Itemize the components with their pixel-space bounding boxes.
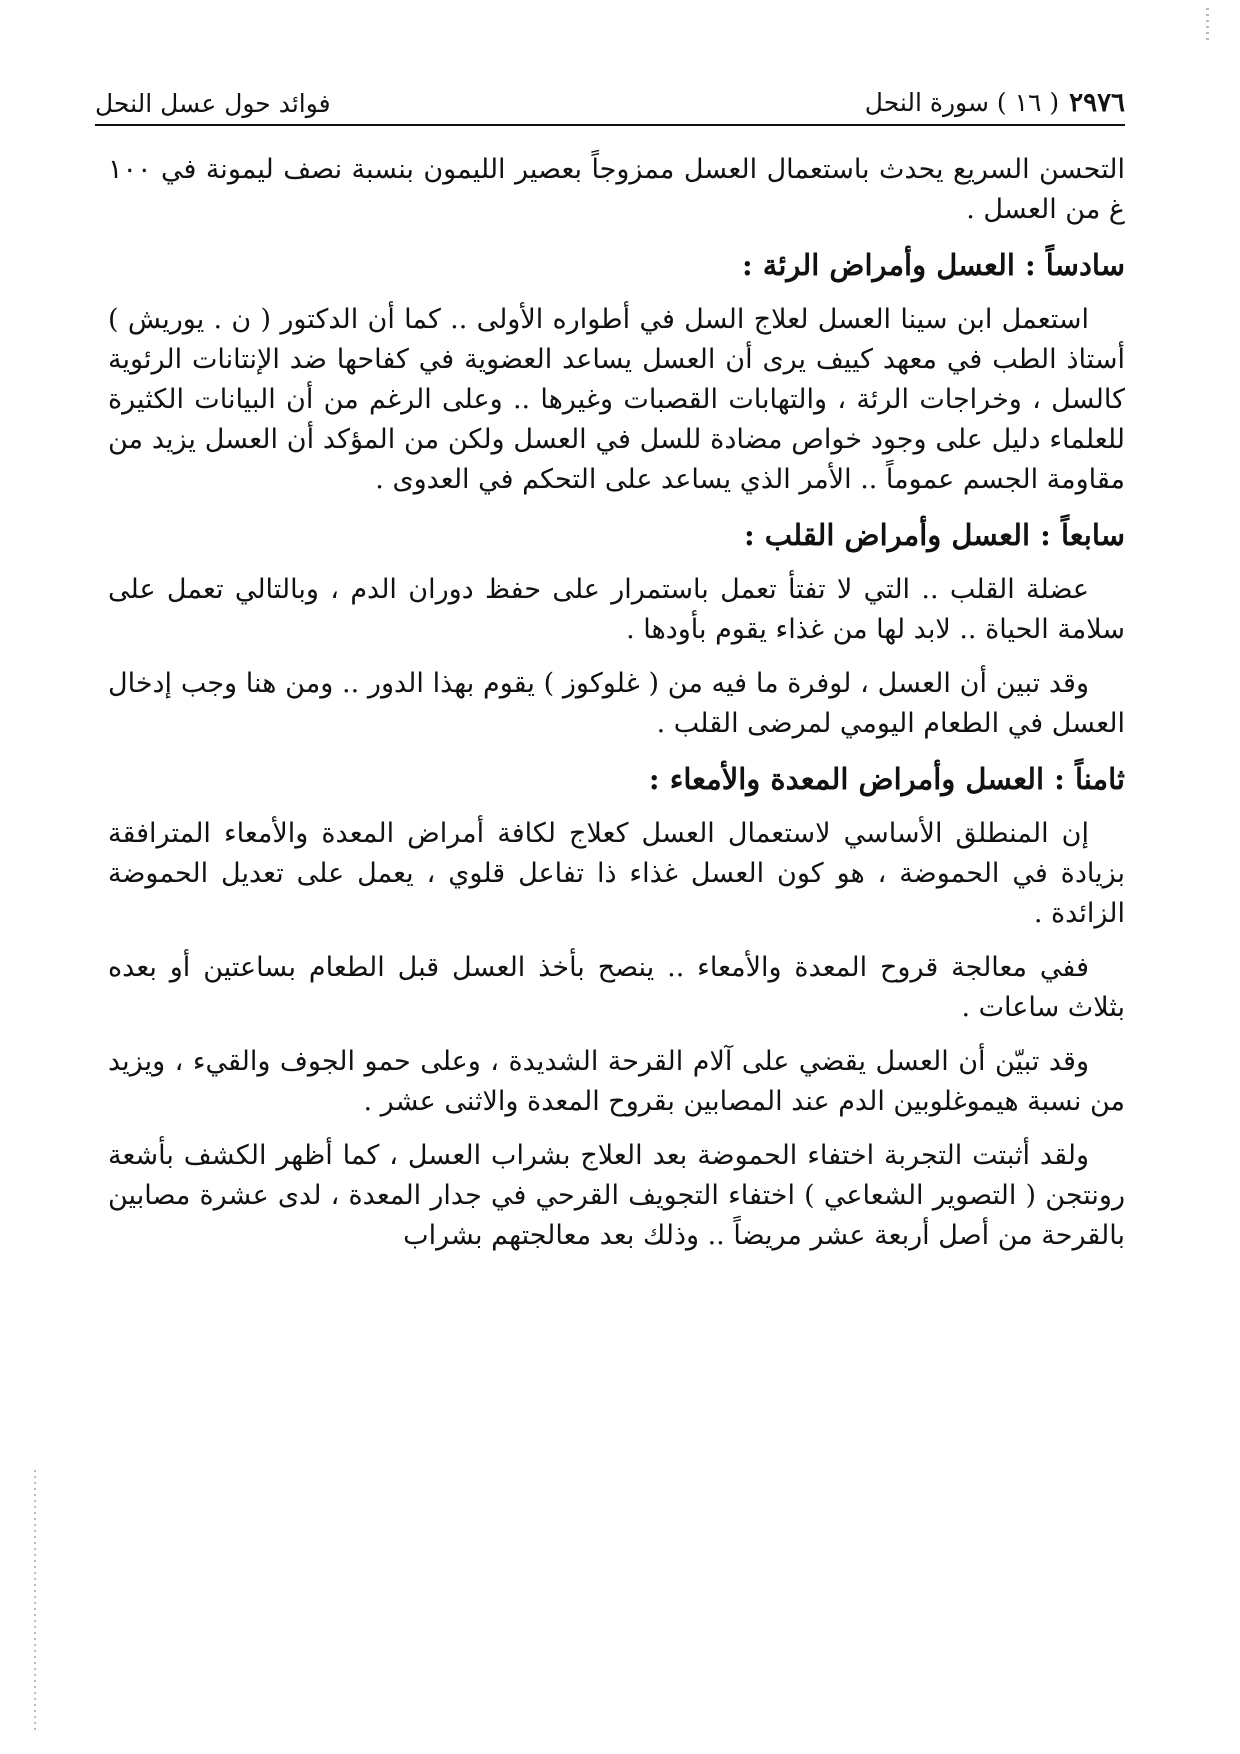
scan-edge-mark-top-left [1206,8,1209,42]
section-heading-7: سابعاً : العسل وأمراض القلب : [744,518,1125,552]
paragraph-0: التحسن السريع يحدث باستعمال العسل ممزوجاً بعصير الليمون بنسبة نصف ليمونة في ١٠٠ غ من العسل . [108,154,1125,225]
header-divider [95,124,1125,126]
body-text [108,150,1125,1270]
section-heading-8: ثامناً : العسل وأمراض المعدة والأمعاء : [648,762,1125,796]
header-page-info [865,88,1125,118]
running-title: فوائد حول عسل النحل [95,89,331,118]
page-number: ٢٩٧٦ [1069,88,1125,118]
paragraph-4: إن المنطلق الأساسي لاستعمال العسل كعلاج لكافة أمراض المعدة والأمعاء المترافقة بزيادة في الحموضة ، هو كون العسل غذاء ذا تفاعل قلوي ، يعمل على تعديل الحموضة الزائدة . [108,818,1125,929]
paragraph-7: ولقد أثبتت التجربة اختفاء الحموضة بعد العلاج بشراب العسل ، كما أظهر الكشف بأشعة رونتجن ( التصوير الشعاعي ) اختفاء التجويف القرحي في جدار المعدة ، لدى عشرة مصابين بالقرحة من أصل أربعة عشر مريضاً .. وذلك بعد معالجتهم بشراب [108,1140,1125,1251]
paragraph-6: وقد تبيّن أن العسل يقضي على آلام القرحة الشديدة ، وعلى حمو الجوف والقيء ، ويزيد من نسبة هيموغلوبين الدم عند المصابين بقروح المعدة والاثنى عشر . [108,1046,1125,1117]
surah-label: ( ١٦ ) سورة النحل [864,88,1060,117]
paragraph-1: استعمل ابن سينا العسل لعلاج السل في أطواره الأولى .. كما أن الدكتور ( ن . يوريش ) أستاذ الطب في معهد كييف يرى أن العسل يساعد العضوية في كفاحها ضد الإنتانات الرئوية كالسل ، وخراجات الرئة ، والتهابات القصبات وغيرها .. وعلى الرغم من أن البيانات الكثيرة للعلماء دليل على وجود خواص مضادة للسل في العسل ولكن من المؤكد أن العسل يزيد من مقاومة الجسم عموماً .. الأمر الذي يساعد على التحكم في العدوى . [108,304,1125,495]
paragraph-2: عضلة القلب .. التي لا تفتأ تعمل باستمرار على حفظ دوران الدم ، وبالتالي تعمل على سلامة الحياة .. لابد لها من غذاء يقوم بأودها . [108,574,1125,645]
section-heading-6: سادساً : العسل وأمراض الرئة : [741,248,1125,282]
running-header [95,78,1125,118]
paragraph-5: ففي معالجة قروح المعدة والأمعاء .. ينصح بأخذ العسل قبل الطعام بساعتين أو بعده بثلاث ساعات . [108,952,1125,1023]
scan-edge-mark-left [34,1470,36,1730]
paragraph-3: وقد تبين أن العسل ، لوفرة ما فيه من ( غلوكوز ) يقوم بهذا الدور .. ومن هنا وجب إدخال العسل في الطعام اليومي لمرضى القلب . [108,668,1125,739]
